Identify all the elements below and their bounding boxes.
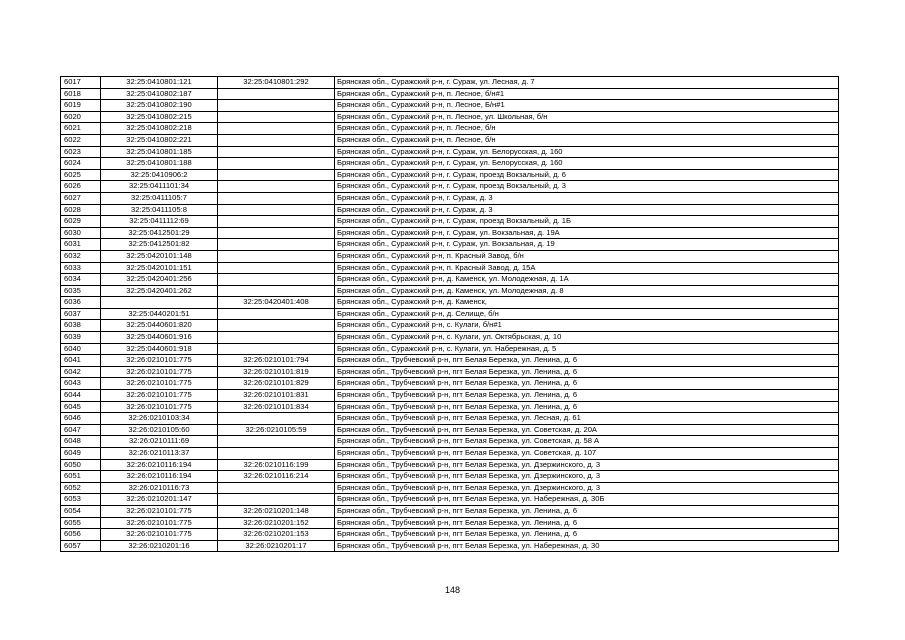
address-cell: Брянская обл., Трубчевский р-н, пгт Белая Березка, ул. Набережная, д. 30Б [335,494,839,506]
table-row [61,343,839,355]
related-cadastral-number-cell: 32:26:0210116:214 [218,471,335,483]
cadastral-number-cell: 32:26:0210116:194 [101,471,218,483]
related-cadastral-number-cell [218,146,335,158]
address-cell: Брянская обл., Суражский р-н, г. Сураж, ул. Белорусская, д. 160 [335,146,839,158]
related-cadastral-number-cell [218,436,335,448]
row-number-cell: 6051 [61,471,101,483]
table-row [61,482,839,494]
row-number-cell: 6025 [61,169,101,181]
row-number-cell: 6054 [61,505,101,517]
table-row [61,390,839,402]
cadastral-number-cell: 32:25:0420101:151 [101,262,218,274]
cadastral-number-cell: 32:25:0411112:69 [101,216,218,228]
table-row [61,158,839,170]
table-row [61,192,839,204]
row-number-cell: 6019 [61,100,101,112]
related-cadastral-number-cell: 32:26:0210201:153 [218,529,335,541]
cadastral-number-cell: 32:25:0440201:51 [101,308,218,320]
table-row [61,355,839,367]
table-row [61,216,839,228]
row-number-cell: 6032 [61,250,101,262]
table-row [61,424,839,436]
table-row [61,540,839,552]
address-cell: Брянская обл., Суражский р-н, г. Сураж, ул. Вокзальная, д. 19А [335,227,839,239]
address-cell: Брянская обл., Суражский р-н, д. Каменск, [335,297,839,309]
row-number-cell: 6027 [61,192,101,204]
address-cell: Брянская обл., Трубчевский р-н, пгт Белая Березка, ул. Советская, д. 107 [335,448,839,460]
table-row [61,297,839,309]
row-number-cell: 6030 [61,227,101,239]
related-cadastral-number-cell [218,192,335,204]
table-row [61,308,839,320]
table-row [61,413,839,425]
address-cell: Брянская обл., Трубчевский р-н, пгт Белая Березка, ул. Лесная, д. 61 [335,413,839,425]
address-cell: Брянская обл., Суражский р-н, д. Селище, б/н [335,308,839,320]
cadastral-number-cell: 32:26:0210101:775 [101,355,218,367]
row-number-cell: 6038 [61,320,101,332]
address-cell: Брянская обл., Трубчевский р-н, пгт Белая Березка, ул. Набережная, д. 30 [335,540,839,552]
table-row [61,262,839,274]
row-number-cell: 6048 [61,436,101,448]
related-cadastral-number-cell [218,320,335,332]
cadastral-number-cell: 32:25:0410802:215 [101,111,218,123]
cadastral-number-cell: 32:25:0411105:8 [101,204,218,216]
related-cadastral-number-cell [218,482,335,494]
cadastral-number-cell: 32:25:0412501:29 [101,227,218,239]
cadastral-number-cell: 32:26:0210101:775 [101,505,218,517]
related-cadastral-number-cell [218,448,335,460]
row-number-cell: 6040 [61,343,101,355]
row-number-cell: 6056 [61,529,101,541]
cadastral-number-cell: 32:26:0210101:775 [101,529,218,541]
cadastral-number-cell: 32:25:0410802:187 [101,88,218,100]
address-cell: Брянская обл., Трубчевский р-н, пгт Белая Березка, ул. Ленина, д. 6 [335,378,839,390]
address-cell: Брянская обл., Суражский р-н, п. Лесное, б/н [335,123,839,135]
page-number: 148 [444,585,461,595]
table-row [61,227,839,239]
cadastral-number-cell: 32:26:0210103:34 [101,413,218,425]
address-cell: Брянская обл., Суражский р-н, с. Кулаги, ул. Октябрьская, д. 10 [335,332,839,344]
row-number-cell: 6031 [61,239,101,251]
address-cell: Брянская обл., Трубчевский р-н, пгт Белая Березка, ул. Ленина, д. 6 [335,390,839,402]
table-row [61,285,839,297]
address-cell: Брянская обл., Суражский р-н, г. Сураж, ул. Лесная, д. 7 [335,77,839,89]
address-cell: Брянская обл., Трубчевский р-н, пгт Белая Березка, ул. Ленина, д. 6 [335,529,839,541]
row-number-cell: 6021 [61,123,101,135]
address-cell: Брянская обл., Суражский р-н, п. Красный Завод, д. 15А [335,262,839,274]
table-row [61,378,839,390]
table-row [61,181,839,193]
related-cadastral-number-cell: 32:26:0210105:59 [218,424,335,436]
cadastral-number-cell: 32:26:0210116:194 [101,459,218,471]
row-number-cell: 6047 [61,424,101,436]
cadastral-number-cell: 32:25:0411105:7 [101,192,218,204]
table-row [61,517,839,529]
related-cadastral-number-cell: 32:26:0210101:834 [218,401,335,413]
table-row [61,111,839,123]
related-cadastral-number-cell: 32:26:0210101:794 [218,355,335,367]
related-cadastral-number-cell: 32:26:0210101:831 [218,390,335,402]
related-cadastral-number-cell [218,123,335,135]
row-number-cell: 6026 [61,181,101,193]
address-cell: Брянская обл., Трубчевский р-н, пгт Белая Березка, ул. Дзержинского, д. 3 [335,459,839,471]
row-number-cell: 6022 [61,134,101,146]
address-cell: Брянская обл., Суражский р-н, д. Каменск, ул. Молодежная, д. 1А [335,274,839,286]
cadastral-number-cell [101,297,218,309]
row-number-cell: 6039 [61,332,101,344]
table-row [61,471,839,483]
cadastral-number-cell: 32:26:0210201:16 [101,540,218,552]
address-cell: Брянская обл., Суражский р-н, п. Лесное, ул. Школьная, б/н [335,111,839,123]
address-cell: Брянская обл., Суражский р-н, г. Сураж, д. 3 [335,204,839,216]
row-number-cell: 6036 [61,297,101,309]
address-cell: Брянская обл., Суражский р-н, г. Сураж, ул. Вокзальная, д. 19 [335,239,839,251]
related-cadastral-number-cell [218,216,335,228]
address-cell: Брянская обл., Суражский р-н, с. Кулаги, ул. Набережная, д. 5 [335,343,839,355]
address-cell: Брянская обл., Трубчевский р-н, пгт Белая Березка, ул. Ленина, д. 6 [335,517,839,529]
related-cadastral-number-cell: 32:26:0210201:152 [218,517,335,529]
cadastral-number-cell: 32:25:0412501:82 [101,239,218,251]
cadastral-number-cell: 32:26:0210101:775 [101,517,218,529]
row-number-cell: 6044 [61,390,101,402]
address-cell: Брянская обл., Суражский р-н, г. Сураж, проезд Вокзальный, д. 3 [335,181,839,193]
row-number-cell: 6053 [61,494,101,506]
related-cadastral-number-cell [218,494,335,506]
related-cadastral-number-cell [218,169,335,181]
cadastral-number-cell: 32:25:0440601:916 [101,332,218,344]
related-cadastral-number-cell: 32:26:0210201:17 [218,540,335,552]
cadastral-number-cell: 32:26:0210201:147 [101,494,218,506]
row-number-cell: 6029 [61,216,101,228]
cadastral-number-cell: 32:26:0210101:775 [101,378,218,390]
related-cadastral-number-cell [218,250,335,262]
related-cadastral-number-cell [218,181,335,193]
cadastral-number-cell: 32:25:0410802:218 [101,123,218,135]
table-row [61,505,839,517]
cadastral-number-cell: 32:26:0210111:69 [101,436,218,448]
cadastral-number-cell: 32:26:0210113:37 [101,448,218,460]
property-table [60,76,839,552]
address-cell: Брянская обл., Трубчевский р-н, пгт Белая Березка, ул. Дзержинского, д. 3 [335,482,839,494]
address-cell: Брянская обл., Трубчевский р-н, пгт Белая Березка, ул. Ленина, д. 6 [335,366,839,378]
related-cadastral-number-cell [218,88,335,100]
related-cadastral-number-cell: 32:25:0410801:292 [218,77,335,89]
address-cell: Брянская обл., Трубчевский р-н, пгт Белая Березка, ул. Ленина, д. 6 [335,355,839,367]
related-cadastral-number-cell: 32:26:0210101:829 [218,378,335,390]
address-cell: Брянская обл., Суражский р-н, г. Сураж, проезд Вокзальный, д. 6 [335,169,839,181]
row-number-cell: 6023 [61,146,101,158]
table-row [61,204,839,216]
address-cell: Брянская обл., Суражский р-н, г. Сураж, д. 3 [335,192,839,204]
cadastral-number-cell: 32:26:0210101:775 [101,401,218,413]
cadastral-number-cell: 32:25:0410802:190 [101,100,218,112]
related-cadastral-number-cell [218,332,335,344]
table-row [61,169,839,181]
table-row [61,494,839,506]
table-row [61,529,839,541]
row-number-cell: 6020 [61,111,101,123]
related-cadastral-number-cell: 32:26:0210116:199 [218,459,335,471]
row-number-cell: 6042 [61,366,101,378]
cadastral-number-cell: 32:26:0210101:775 [101,366,218,378]
related-cadastral-number-cell: 32:25:0420401:408 [218,297,335,309]
related-cadastral-number-cell [218,239,335,251]
address-cell: Брянская обл., Трубчевский р-н, пгт Белая Березка, ул. Советская, д. 58 А [335,436,839,448]
cadastral-number-cell: 32:25:0410801:121 [101,77,218,89]
row-number-cell: 6050 [61,459,101,471]
address-cell: Брянская обл., Суражский р-н, г. Сураж, ул. Белорусская, д. 160 [335,158,839,170]
row-number-cell: 6041 [61,355,101,367]
row-number-cell: 6028 [61,204,101,216]
table-row [61,459,839,471]
cadastral-number-cell: 32:26:0210116:73 [101,482,218,494]
cadastral-number-cell: 32:25:0420401:262 [101,285,218,297]
row-number-cell: 6024 [61,158,101,170]
table-row [61,123,839,135]
related-cadastral-number-cell [218,111,335,123]
table-row [61,448,839,460]
cadastral-number-cell: 32:25:0440601:820 [101,320,218,332]
related-cadastral-number-cell [218,308,335,320]
table-row [61,88,839,100]
related-cadastral-number-cell [218,274,335,286]
row-number-cell: 6033 [61,262,101,274]
table-row [61,366,839,378]
table-row [61,250,839,262]
related-cadastral-number-cell: 32:26:0210201:148 [218,505,335,517]
address-cell: Брянская обл., Суражский р-н, п. Лесное, б/н [335,134,839,146]
related-cadastral-number-cell [218,413,335,425]
table-row [61,239,839,251]
related-cadastral-number-cell [218,343,335,355]
cadastral-number-cell: 32:25:0420101:148 [101,250,218,262]
row-number-cell: 6049 [61,448,101,460]
address-cell: Брянская обл., Трубчевский р-н, пгт Белая Березка, ул. Дзержинского, д. 3 [335,471,839,483]
address-cell: Брянская обл., Суражский р-н, д. Каменск, ул. Молодежная, д. 8 [335,285,839,297]
related-cadastral-number-cell [218,158,335,170]
table-row [61,77,839,89]
row-number-cell: 6052 [61,482,101,494]
related-cadastral-number-cell: 32:26:0210101:819 [218,366,335,378]
row-number-cell: 6043 [61,378,101,390]
cadastral-number-cell: 32:25:0440601:918 [101,343,218,355]
related-cadastral-number-cell [218,204,335,216]
cadastral-number-cell: 32:25:0410802:221 [101,134,218,146]
related-cadastral-number-cell [218,134,335,146]
table-row [61,100,839,112]
document-page [60,76,839,552]
cadastral-number-cell: 32:25:0410906:2 [101,169,218,181]
cadastral-number-cell: 32:25:0410801:188 [101,158,218,170]
related-cadastral-number-cell [218,100,335,112]
address-cell: Брянская обл., Трубчевский р-н, пгт Белая Березка, ул. Ленина, д. 6 [335,505,839,517]
cadastral-number-cell: 32:25:0420401:256 [101,274,218,286]
row-number-cell: 6045 [61,401,101,413]
row-number-cell: 6057 [61,540,101,552]
cadastral-number-cell: 32:25:0410801:185 [101,146,218,158]
row-number-cell: 6034 [61,274,101,286]
address-cell: Брянская обл., Суражский р-н, п. Лесное, б/н#1 [335,88,839,100]
row-number-cell: 6035 [61,285,101,297]
address-cell: Брянская обл., Трубчевский р-н, пгт Белая Березка, ул. Ленина, д. 6 [335,401,839,413]
table-row [61,320,839,332]
related-cadastral-number-cell [218,285,335,297]
related-cadastral-number-cell [218,262,335,274]
address-cell: Брянская обл., Трубчевский р-н, пгт Белая Березка, ул. Советская, д. 20А [335,424,839,436]
cadastral-number-cell: 32:26:0210105:60 [101,424,218,436]
row-number-cell: 6046 [61,413,101,425]
table-row [61,332,839,344]
address-cell: Брянская обл., Суражский р-н, с. Кулаги, б/н#1 [335,320,839,332]
table-body [61,77,839,552]
address-cell: Брянская обл., Суражский р-н, п. Красный Завод, б/н [335,250,839,262]
table-row [61,436,839,448]
address-cell: Брянская обл., Суражский р-н, п. Лесное, Б/н#1 [335,100,839,112]
table-row [61,134,839,146]
related-cadastral-number-cell [218,227,335,239]
row-number-cell: 6037 [61,308,101,320]
row-number-cell: 6055 [61,517,101,529]
row-number-cell: 6018 [61,88,101,100]
cadastral-number-cell: 32:25:0411101:34 [101,181,218,193]
address-cell: Брянская обл., Суражский р-н, г. Сураж, проезд Вокзальный, д. 1Б [335,216,839,228]
table-row [61,146,839,158]
cadastral-number-cell: 32:26:0210101:775 [101,390,218,402]
table-row [61,401,839,413]
row-number-cell: 6017 [61,77,101,89]
table-row [61,274,839,286]
